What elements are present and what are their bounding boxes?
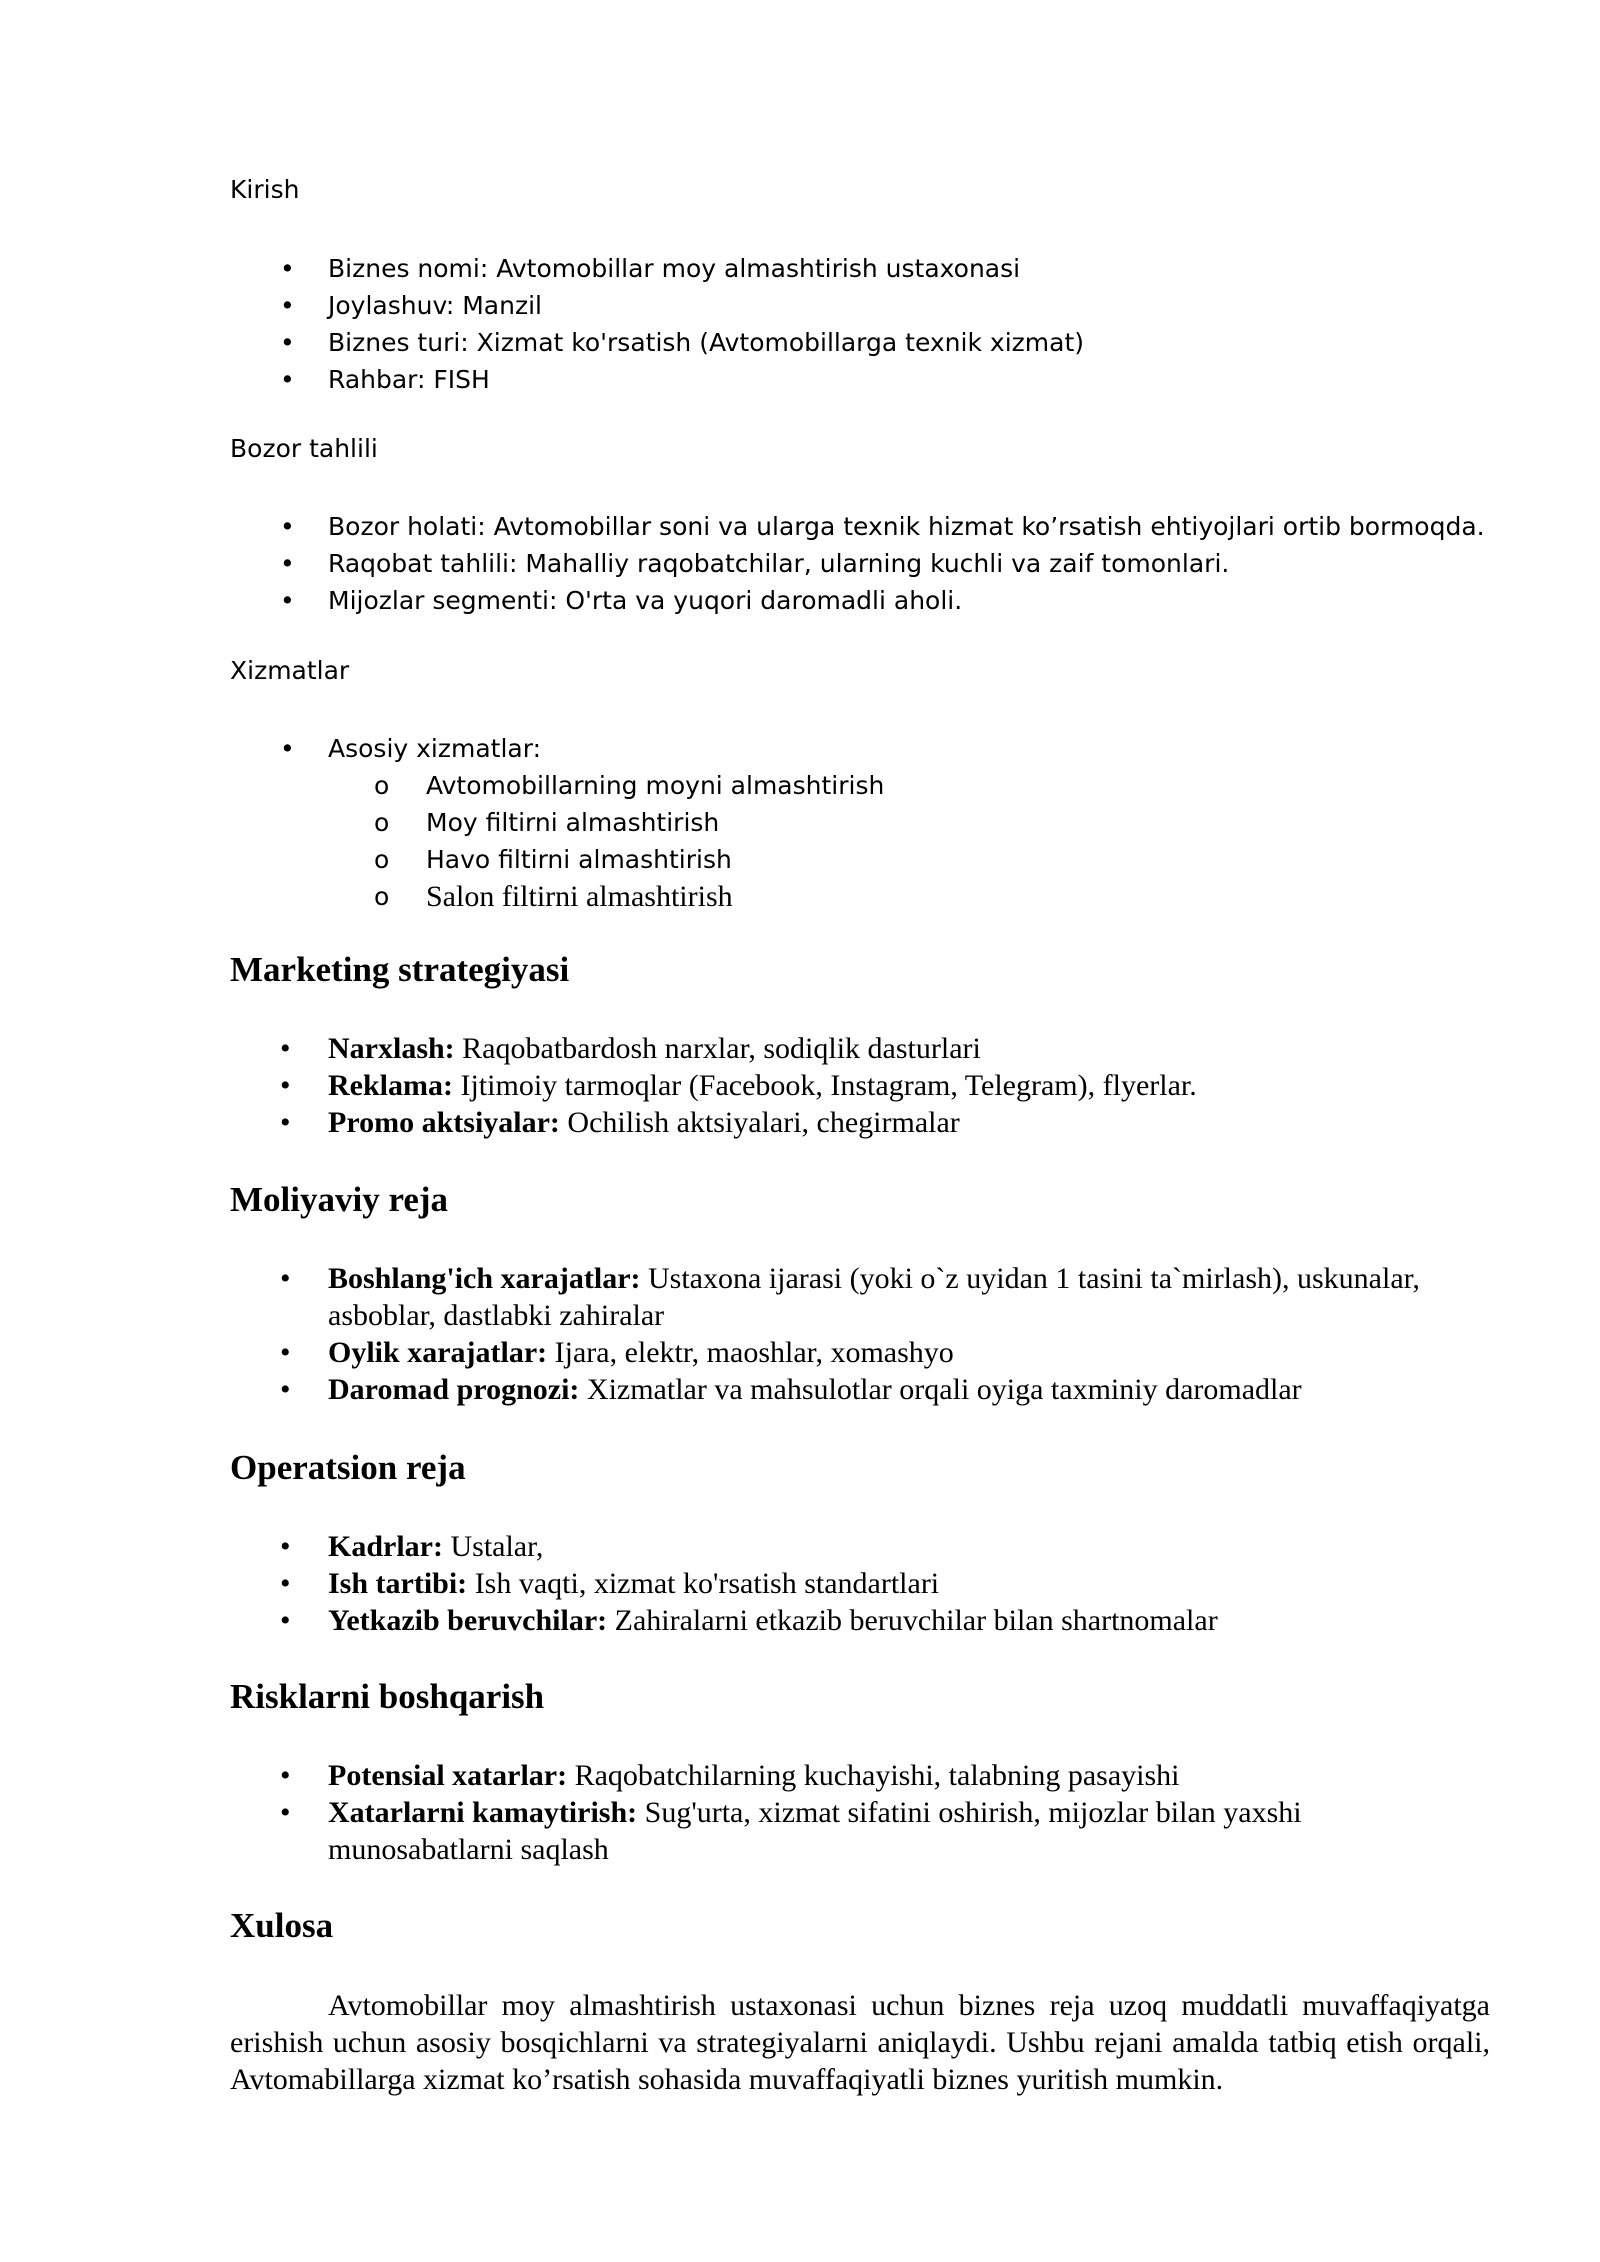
sub-list-item: o Havo filtirni almashtirish — [328, 841, 1490, 878]
list-item: • Potensial xatarlar: Raqobatchilarning kuchayishi, talabning pasayishi — [280, 1759, 1180, 1792]
section-title-xizmatlar: Xizmatlar — [230, 656, 350, 685]
operatsion-list — [230, 1528, 1490, 1639]
list-item: • Oylik xarajatlar: Ijara, elektr, maoshlar, xomashyo — [280, 1336, 954, 1369]
kirish-list — [230, 250, 1490, 398]
bullet-icon: • — [280, 1567, 291, 1600]
bullet-icon: • — [280, 512, 295, 541]
list-item: • Bozor holati: Avtomobillar soni va ularga texnik hizmat ko’rsatish ehtiyojlari ortib bormoqda. — [230, 508, 1490, 545]
list-item: • Reklama: Ijtimoiy tarmoqlar (Facebook, Instagram, Telegram), flyerlar. — [280, 1069, 1197, 1102]
bullet-icon: • — [280, 1069, 291, 1102]
section-title-marketing: Marketing strategiyasi — [230, 950, 570, 989]
bullet-icon: • — [280, 734, 295, 763]
circle-bullet-icon: o — [374, 845, 390, 874]
xizmatlar-list — [230, 730, 1490, 915]
list-item: • Yetkazib beruvchilar: Zahiralarni etkazib beruvchilar bilan shartnomalar — [280, 1604, 1218, 1637]
section-title-kirish: Kirish — [230, 175, 300, 204]
list-item: • Kadrlar: Ustalar, — [280, 1530, 544, 1563]
section-title-bozor: Bozor tahlili — [230, 434, 378, 463]
marketing-list — [230, 1030, 1490, 1141]
circle-bullet-icon: o — [374, 882, 390, 911]
bullet-icon: • — [280, 1336, 291, 1369]
circle-bullet-icon: o — [374, 808, 390, 837]
list-item: • Biznes nomi: Avtomobillar moy almashtirish ustaxonasi — [230, 250, 1490, 287]
moliyaviy-list — [230, 1260, 1490, 1408]
list-item: • Narxlash: Raqobatbardosh narxlar, sodiqlik dasturlari — [280, 1032, 981, 1065]
bullet-icon: • — [280, 254, 295, 283]
bullet-icon: • — [280, 1106, 291, 1139]
bullet-icon: • — [280, 1759, 291, 1792]
bullet-icon: • — [280, 1262, 291, 1295]
risk-list — [230, 1757, 1490, 1868]
bullet-icon: • — [280, 1796, 291, 1829]
sub-list-item: o Avtomobillarning moyni almashtirish — [328, 767, 1490, 804]
bullet-icon: • — [280, 1530, 291, 1563]
list-item: • Asosiy xizmatlar: o Avtomobillarning moyni almashtirish o Moy filtirni almashtirish o Havo filtirni almashtirish o Salon filtirni almashtirish — [230, 730, 1490, 915]
bullet-icon: • — [280, 365, 295, 394]
section-title-moliyaviy: Moliyaviy reja — [230, 1180, 449, 1219]
list-item: • Raqobat tahlili: Mahalliy raqobatchilar, ularning kuchli va zaif tomonlari. — [230, 545, 1490, 582]
list-item: • Rahbar: FISH — [230, 361, 1490, 398]
bullet-icon: • — [280, 291, 295, 320]
section-title-risk: Risklarni boshqarish — [230, 1677, 545, 1716]
list-item: • Joylashuv: Manzil — [230, 287, 1490, 324]
section-title-xulosa: Xulosa — [230, 1906, 334, 1945]
list-item: • Boshlang'ich xarajatlar: Ustaxona ijarasi (yoki o`z uyidan 1 tasini ta`mirlash), uskunalar, asboblar, dastlabki zahiralar — [280, 1262, 1420, 1332]
circle-bullet-icon: o — [374, 771, 390, 800]
sub-list-item: o Salon filtirni almashtirish — [374, 880, 733, 913]
list-item: • Daromad prognozi: Xizmatlar va mahsulotlar orqali oyiga taxminiy daromadlar — [280, 1373, 1302, 1406]
xizmatlar-sublist — [328, 767, 1490, 915]
bullet-icon: • — [280, 1032, 291, 1065]
conclusion-paragraph: Avtomobillar moy almashtirish ustaxonasi uchun biznes reja uzoq muddatli muvaffaqiyatga erishish uchun asosiy bosqichlarni va strategiyalarni aniqlaydi. Ushbu rejani amalda tatbiq etish orqali, Avtomabillarga xizmat ko’rsatish sohasida muvaffaqiyatli biznes yuritish mumkin. — [230, 1989, 1490, 2096]
section-title-operatsion: Operatsion reja — [230, 1448, 466, 1487]
bozor-list — [230, 508, 1490, 619]
sub-list-item: o Moy filtirni almashtirish — [328, 804, 1490, 841]
list-item: • Xatarlarni kamaytirish: Sug'urta, xizmat sifatini oshirish, mijozlar bilan yaxshi munosabatlarni saqlash — [280, 1796, 1302, 1866]
list-item: • Biznes turi: Xizmat ko'rsatish (Avtomobillarga texnik xizmat) — [230, 324, 1490, 361]
list-item: • Ish tartibi: Ish vaqti, xizmat ko'rsatish standartlari — [280, 1567, 940, 1600]
bullet-icon: • — [280, 549, 295, 578]
bullet-icon: • — [280, 586, 295, 615]
bullet-icon: • — [280, 1373, 291, 1406]
list-item: • Mijozlar segmenti: O'rta va yuqori daromadli aholi. — [230, 582, 1490, 619]
bullet-icon: • — [280, 1604, 291, 1637]
list-item: • Promo aktsiyalar: Ochilish aktsiyalari, chegirmalar — [280, 1106, 960, 1139]
bullet-icon: • — [280, 328, 295, 357]
